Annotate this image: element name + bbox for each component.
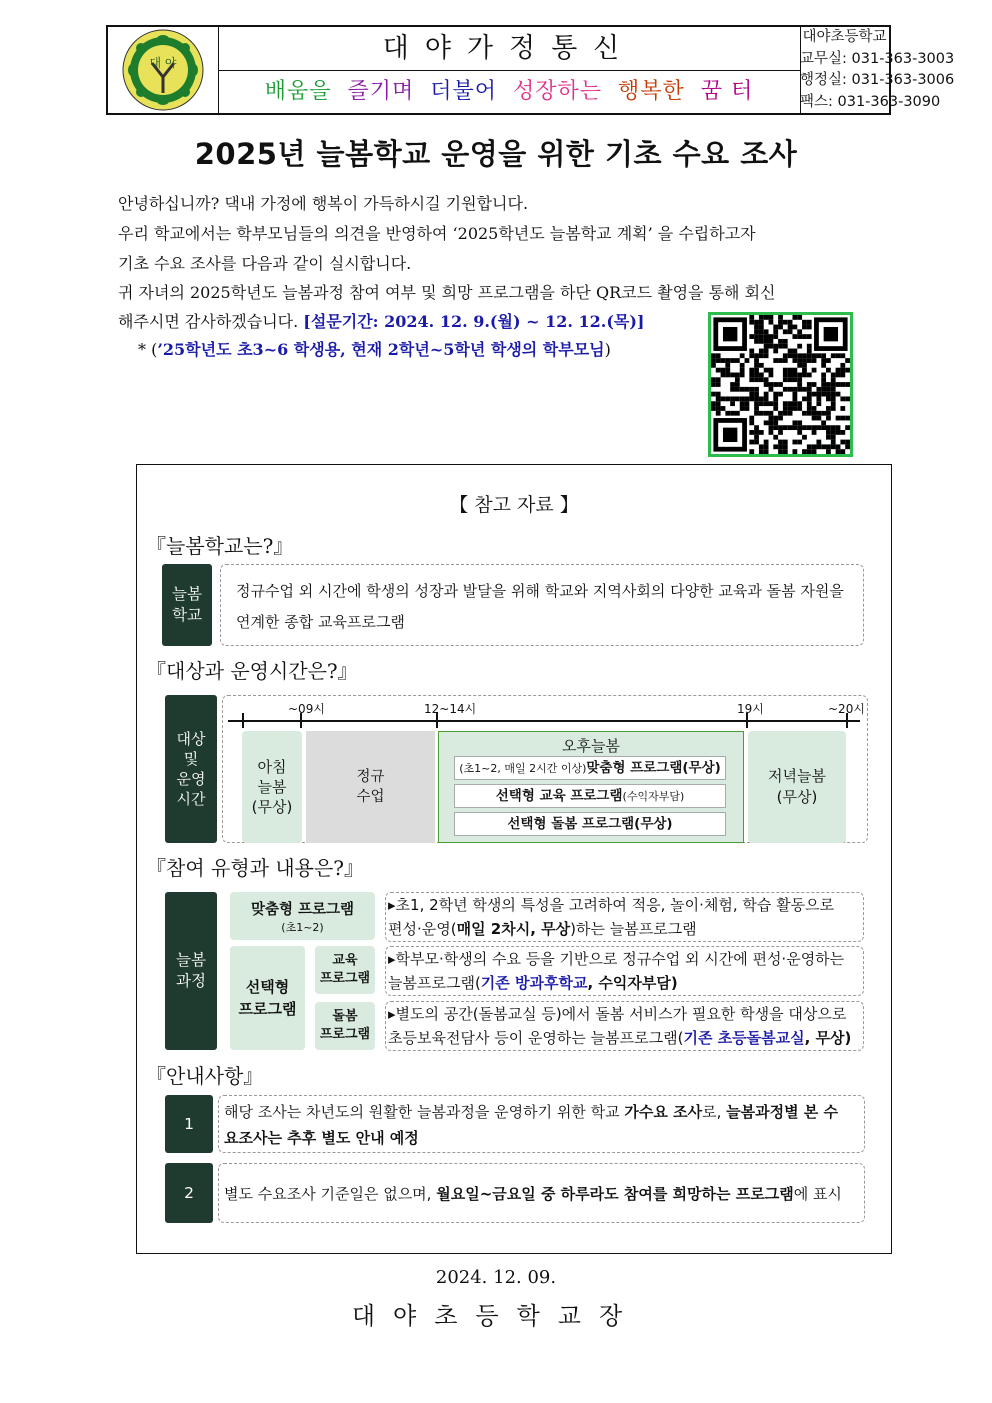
desc-line (388, 1026, 851, 1050)
notice-text (224, 1183, 842, 1204)
choice-program-box: 선택형 프로그램 (230, 946, 305, 1050)
section-heading-neulbom: 『늘봄학교는?』 (146, 534, 294, 558)
office-phone: 교무실: 031-363-3003 (800, 50, 955, 67)
desc-text: 늘봄프로그램( (388, 974, 481, 992)
care-program-slot (454, 812, 726, 836)
intro-line: 귀 자녀의 2025학년도 늘봄과정 참여 여부 및 희망 프로그램을 하단 QR코드 촬영을 통해 회신 (118, 283, 776, 302)
desc-line: ▸별도의 공간(돌봄교실 등)에서 돌봄 서비스가 필요한 학생을 대상으로 (388, 1005, 847, 1023)
afternoon-title: 오후늘봄 (562, 737, 620, 755)
custom-note: (초1~2, 매일 2시간 이상) (459, 762, 587, 775)
section-heading-schedule: 『대상과 운영시간은?』 (146, 659, 358, 683)
desc-line (388, 917, 834, 941)
slogan-word: 즐기며 (347, 79, 415, 104)
notice-bold: 요조사는 추후 별도 안내 예정 (224, 1129, 419, 1147)
notice-line (224, 1099, 838, 1125)
newsletter-header (106, 25, 955, 115)
neulbom-description: 정규수업 외 시간에 학생의 성장과 발달을 위해 학교와 지역사회의 다양한 교육과 돌봄 자원을 (236, 582, 844, 600)
slogan-word: 더불어 (430, 79, 497, 104)
desc-line: ▸학부모·학생의 수요 등을 기반으로 정규수업 외 시간에 편성·운영하는 (388, 950, 845, 968)
custom-program-grade: (초1~2) (281, 920, 324, 934)
desc-bold: 매일 2차시, 무상 (456, 920, 571, 938)
issue-date: 2024. 12. 09. (435, 1267, 557, 1288)
notice-plain: 별도 수요조사 기준일은 없으며, (224, 1185, 437, 1203)
survey-qr-code[interactable] (708, 312, 853, 457)
morning-neulbom: 아침 늘봄 (무상) (242, 731, 302, 843)
notice-plain: 해당 조사는 차년도의 원활한 늘봄과정을 운영하기 위한 학교 (224, 1103, 625, 1121)
qr-code-icon (711, 315, 850, 454)
school-slogan (218, 71, 800, 113)
custom-program-title: 맞춤형 프로그램 (250, 901, 355, 918)
slogan-word: 성장하는 (513, 79, 603, 104)
fax-number: 팩스: 031-363-3090 (800, 93, 941, 110)
desc-bold: , 무상) (804, 1029, 852, 1047)
desc-line: ▸초1, 2학년 학생의 특성을 고려하여 적응, 놀이·체험, 학습 활동으로 (388, 896, 835, 914)
custom-program-box (230, 892, 375, 940)
regular-class: 정규 수업 (306, 731, 435, 843)
desc-text: 편성·운영( (388, 920, 457, 938)
notice-number: 2 (165, 1163, 213, 1223)
principal-signature: 대야초등학교장 (351, 1302, 641, 1330)
neulbom-label: 늘봄 학교 (162, 564, 212, 646)
notice-bold: 늘봄과정별 본 수 (726, 1103, 839, 1121)
care-description (388, 1002, 851, 1050)
intro-line: 기초 수요 조사를 다음과 같이 실시합니다. (118, 254, 412, 273)
notice-line (224, 1125, 838, 1151)
slogan-word: 행복한 (618, 79, 685, 104)
desc-text: 초등보육전담사 등이 운영하는 늘봄프로그램( (388, 1029, 684, 1047)
desc-text: )하는 늘봄프로그램 (570, 920, 697, 938)
custom-program-slot (454, 756, 726, 780)
care-label: 선택형 돌봄 프로그램(무상) (507, 816, 673, 832)
school-contact (800, 27, 955, 113)
slogan-word: 꿈 터 (700, 79, 754, 104)
note-prefix: * ( (138, 340, 158, 359)
neulbom-description: 연계한 종합 교육프로그램 (236, 613, 405, 631)
notice-text (224, 1099, 838, 1151)
schedule-label: 대상 및 운영 시간 (165, 695, 217, 843)
evening-neulbom: 저녁늘봄 (무상) (748, 731, 846, 843)
newsletter-title: 대야가정통신 (218, 27, 800, 71)
note-target: ’25학년도 초3~6 학생용, 현재 2학년~5학년 학생의 학부모님 (157, 340, 605, 359)
notice-plain: 에 표시 (793, 1185, 842, 1203)
desc-blue: 기존 초등돌봄교실 (683, 1029, 805, 1047)
time-label: 19시 (737, 702, 764, 716)
edu-description (388, 947, 844, 995)
time-label: ~09시 (288, 702, 325, 716)
school-name: 대야초등학교 (802, 29, 887, 45)
edu-program-box: 교육 프로그램 (315, 946, 375, 994)
svg-text:대 야: 대 야 (149, 56, 177, 70)
section-heading-types: 『참여 유형과 내용은?』 (146, 856, 364, 880)
intro-text: 해주시면 감사하겠습니다. (118, 312, 304, 331)
time-label: 12~14시 (424, 702, 477, 716)
edu-label: 선택형 교육 프로그램 (495, 788, 623, 804)
slogan-word: 배움을 (264, 79, 332, 104)
survey-period: [설문기간: 2024. 12. 9.(월) ~ 12. 12.(목)] (303, 312, 645, 331)
section-heading-notice: 『안내사항』 (146, 1064, 264, 1088)
intro-line: 안녕하십니까? 댁내 가정에 행복이 가득하시길 기원합니다. (118, 194, 529, 213)
custom-label: 맞춤형 프로그램(무상) (586, 760, 721, 776)
desc-blue: 기존 방과후학교 (480, 974, 588, 992)
edu-note: (수익자부담) (622, 790, 685, 803)
desc-line (388, 971, 844, 995)
timeline-axis (228, 720, 860, 722)
admin-phone: 행정실: 031-363-3006 (800, 72, 955, 88)
school-logo (108, 27, 219, 113)
custom-description (388, 893, 834, 941)
school-emblem-icon (108, 27, 218, 113)
notice-plain: 로, (702, 1103, 727, 1121)
reference-heading: 【 참고 자료 】 (449, 494, 579, 516)
neulbom-description-box (220, 564, 864, 646)
header-center (218, 27, 801, 113)
notice-bold: 월요일~금요일 중 하루라도 참여를 희망하는 프로그램 (436, 1185, 794, 1203)
edu-program-slot (454, 784, 726, 808)
timeline-tick (242, 713, 244, 728)
notice-number: 1 (165, 1095, 213, 1153)
note-suffix: ) (604, 340, 611, 359)
desc-bold: , 수익자부담) (587, 974, 678, 992)
care-program-box: 돌봄 프로그램 (315, 1002, 375, 1050)
intro-line: 우리 학교에서는 학부모님들의 의견을 반영하여 ‘2025학년도 늘봄학교 계획’ 을 수립하고자 (118, 224, 756, 243)
notice-bold: 가수요 조사 (624, 1103, 703, 1121)
time-label: ~20시 (828, 702, 865, 716)
page-title: 2025년 늘봄학교 운영을 위한 기초 수요 조사 (194, 137, 798, 171)
course-label: 늘봄 과정 (165, 892, 217, 1050)
